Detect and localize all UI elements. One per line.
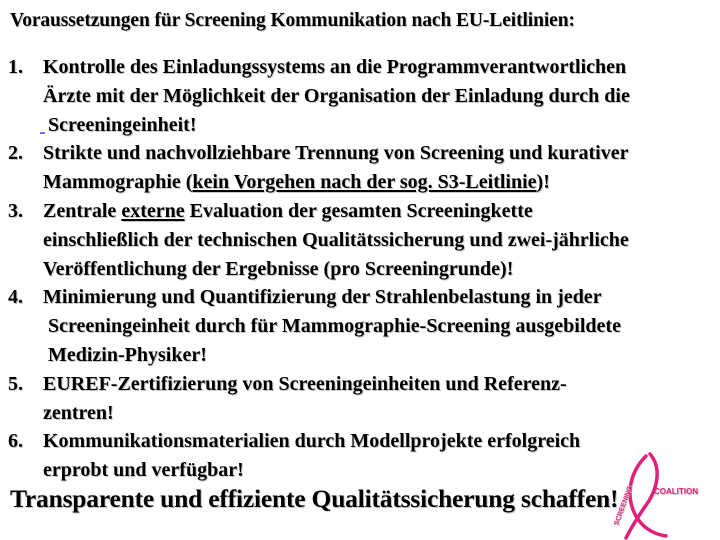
item-line: erprobt und verfügbar! xyxy=(43,459,244,482)
item-line: Ärzte mit der Möglichkeit der Organisation der Einladung durch die xyxy=(43,84,630,107)
logo-text-top: COALITION xyxy=(654,487,698,496)
item-line: Screeningeinheit! xyxy=(48,113,197,136)
item-text: )! xyxy=(536,171,550,194)
slide-title: Voraussetzungen für Screening Kommunikation nach EU-Leitlinien: xyxy=(10,10,575,31)
item-text: Zentrale xyxy=(43,199,122,222)
item-number: 4. xyxy=(8,286,23,309)
logo-text-side: SCREENING xyxy=(613,485,635,527)
item-line-wrapper xyxy=(0,111,720,140)
item-line: Screeningeinheit durch für Mammographie-Screening ausgebildete xyxy=(48,315,621,338)
item-line: Minimierung und Quantifizierung der Strahlenbelastung in jeder xyxy=(43,286,602,309)
list-item xyxy=(0,197,720,283)
list-item xyxy=(0,53,720,139)
list-item xyxy=(0,139,720,197)
item-line: Kontrolle des Einladungssystems an die Programmverantwortlichen xyxy=(43,56,627,78)
item-number: 1. xyxy=(8,56,23,78)
footer-statement: Transparente und effiziente Qualitätssicherung schaffen! xyxy=(10,484,619,513)
item-line: Kommunikationsmaterialien durch Modellprojekte erfolgreich xyxy=(43,430,581,453)
item-line-wrapper xyxy=(0,197,720,226)
item-line: zentren! xyxy=(43,401,114,424)
list-item xyxy=(0,370,720,428)
item-line-wrapper xyxy=(0,168,720,197)
list-item xyxy=(0,283,720,369)
item-line: Veröffentlichung der Ergebnisse (pro Screeningrunde)! xyxy=(43,257,514,280)
item-line: Medizin-Physiker! xyxy=(48,343,207,366)
item-number: 6. xyxy=(8,430,23,453)
item-line: Strikte und nachvollziehbare Trennung von Screening und kurativer xyxy=(43,142,629,165)
bullet-marker-icon xyxy=(40,132,45,134)
item-number: 2. xyxy=(8,142,23,165)
item-line: einschließlich der technischen Qualitätssicherung und zwei-jährliche xyxy=(43,228,629,251)
underlined-text: kein Vorgehen nach der sog. S3-Leitlinie xyxy=(192,171,537,194)
coalition-ribbon-logo-icon xyxy=(608,450,708,540)
underlined-text: externe xyxy=(121,199,185,222)
item-number: 5. xyxy=(8,372,23,395)
item-text: Evaluation der gesamten Screeningkette xyxy=(184,199,533,222)
item-number: 3. xyxy=(8,199,23,222)
item-line: EUREF-Zertifizierung von Screeningeinheiten und Referenz- xyxy=(43,372,567,395)
requirements-list xyxy=(0,53,720,485)
item-text: Mammographie ( xyxy=(43,171,193,194)
